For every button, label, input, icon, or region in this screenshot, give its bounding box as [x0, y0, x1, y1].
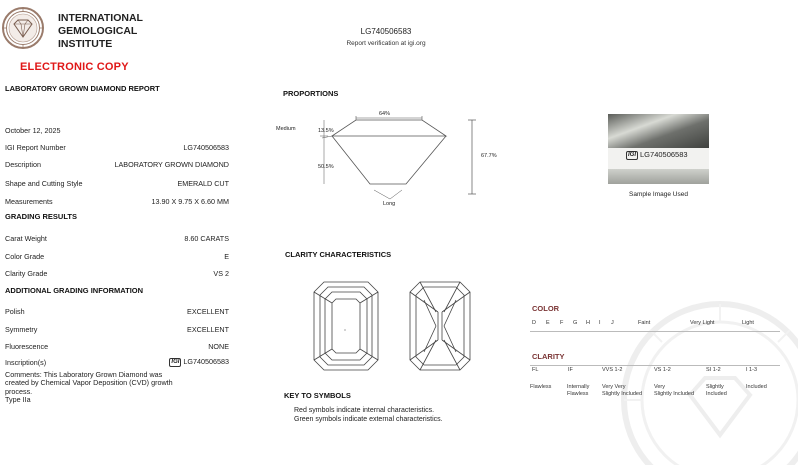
report-title: LABORATORY GROWN DIAMOND REPORT: [5, 84, 160, 93]
crown-view-outline: [314, 282, 378, 370]
pavilion-percent: 50.5%: [318, 164, 334, 170]
grading-row: Color Grade E: [5, 251, 229, 261]
depth-percent: 67.7%: [481, 153, 497, 159]
clarity-grade-vs: VS 1-2: [654, 367, 671, 373]
color-band-light: Light: [742, 320, 754, 326]
pavilion-view-outline: [410, 282, 470, 370]
clarity-desc2-vvs: Slightly Included: [602, 391, 643, 397]
additional-row: Polish EXCELLENT: [5, 306, 229, 316]
culet-label: Long: [383, 201, 396, 207]
color-grade-h: H: [586, 320, 590, 326]
comments-block: Comments: This Laboratory Grown Diamond was created by Chemical Vapor Deposition (CVD) growth process. Type IIa: [5, 370, 173, 405]
key-to-symbols-heading: KEY TO SYMBOLS: [284, 391, 351, 400]
electronic-copy-label: ELECTRONIC COPY: [20, 61, 129, 73]
clarity-characteristics-heading: CLARITY CHARACTERISTICS: [285, 250, 392, 259]
additional-row: Fluorescence NONE: [5, 341, 229, 351]
clarity-desc-very-very: Very Very: [602, 384, 626, 390]
clarity-grade-i: I 1-3: [746, 367, 758, 373]
igi-inscription-logo: IGI: [171, 358, 180, 365]
color-grade-e: E: [546, 320, 550, 326]
color-grade-f: F: [560, 320, 564, 326]
clarity-plot-diagrams: [312, 280, 472, 372]
sample-igi-logo: IGI: [628, 151, 637, 158]
detail-row: IGI Report Number LG740506583: [5, 142, 229, 152]
clarity-grade-si: SI 1-2: [706, 367, 721, 373]
clarity-grade-vvs: VVS 1-2: [602, 367, 623, 373]
clarity-scale-line: [530, 365, 780, 366]
additional-row: Symmetry EXCELLENT: [5, 324, 229, 334]
clarity-scale-heading: CLARITY: [532, 352, 565, 361]
header-report-number: LG740506583: [360, 27, 412, 36]
clarity-desc-slightly: Slightly: [706, 384, 724, 390]
color-scale-line: [530, 331, 780, 332]
detail-row: Description LABORATORY GROWN DIAMOND: [5, 159, 229, 169]
color-band-very-light: Very Light: [690, 320, 715, 326]
table-percent: 64%: [379, 111, 391, 117]
clarity-desc2-flawless: Flawless: [567, 391, 589, 397]
key-external-note: Green symbols indicate external characteristics.: [294, 416, 443, 423]
sample-girdle-image: [608, 114, 709, 184]
org-name: INTERNATIONAL GEMOLOGICAL INSTITUTE: [58, 12, 143, 50]
girdle-label: Medium: [276, 126, 296, 132]
color-grade-i: I: [599, 320, 601, 326]
clarity-grade-if: IF: [568, 367, 573, 373]
proportions-diagram: [270, 106, 500, 214]
detail-row: Measurements 13.90 X 9.75 X 6.60 MM: [5, 196, 229, 206]
key-internal-note: Red symbols indicate internal characteristics.: [294, 407, 435, 414]
sample-inscription: LG740506583: [640, 150, 688, 159]
color-grade-d: D: [532, 320, 536, 326]
proportions-heading: PROPORTIONS: [283, 89, 339, 98]
grading-row: Clarity Grade VS 2: [5, 268, 229, 278]
grading-results-heading: GRADING RESULTS: [5, 212, 77, 221]
clarity-desc2-vs: Slightly Included: [654, 391, 695, 397]
inscription-value: LG740506583: [183, 357, 229, 367]
color-scale-heading: COLOR: [532, 304, 560, 313]
clarity-desc-included: Included: [746, 384, 767, 390]
clarity-desc-flawless: Flawless: [530, 384, 552, 390]
color-grade-j: J: [611, 320, 614, 326]
color-grade-g: G: [573, 320, 578, 326]
clarity-desc-internally: Internally: [567, 384, 590, 390]
report-date-row: [5, 124, 229, 136]
grading-row: Carat Weight 8.60 CARATS: [5, 233, 229, 243]
clarity-desc-very: Very: [654, 384, 666, 390]
inscription-row: Inscription(s) IGI LG740506583: [5, 357, 229, 367]
report-verification-note: Report verification at igi.org: [346, 40, 426, 47]
report-date: October 12, 2025: [5, 125, 61, 135]
additional-grading-heading: ADDITIONAL GRADING INFORMATION: [5, 286, 144, 295]
clarity-grade-fl: FL: [532, 367, 539, 373]
sample-image-caption: Sample Image Used: [629, 191, 688, 198]
color-band-faint: Faint: [638, 320, 651, 326]
igi-seal-logo: [2, 6, 46, 54]
crown-percent: 13.5%: [318, 128, 334, 134]
detail-row: Shape and Cutting Style EMERALD CUT: [5, 178, 229, 188]
clarity-desc2-si: Included: [706, 391, 727, 397]
